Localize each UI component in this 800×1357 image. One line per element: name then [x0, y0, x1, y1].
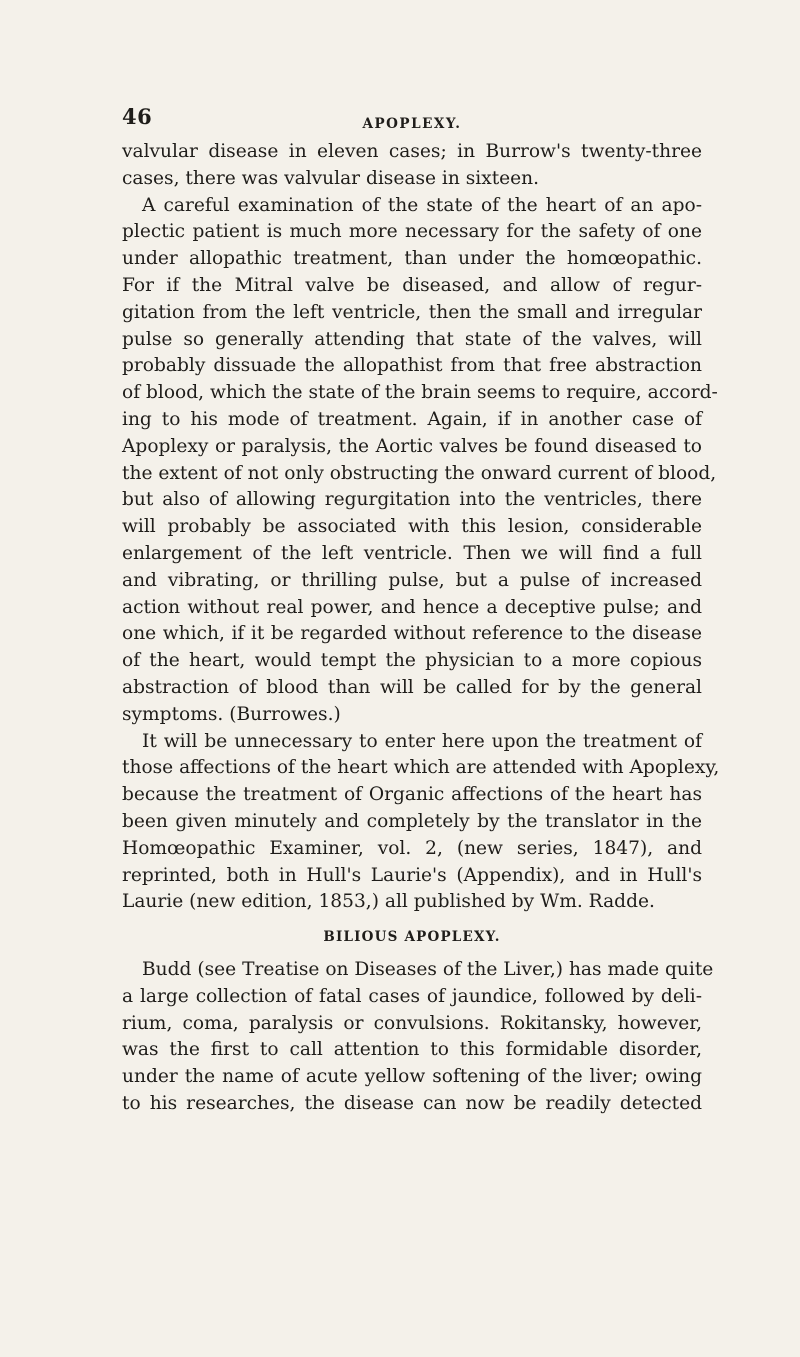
text-line: Apoplexy or paralysis, the Aortic valves be found diseased to — [122, 435, 702, 457]
text-line: will probably be associated with this lesion, considerable — [122, 516, 702, 538]
text-line: been given minutely and completely by the translator in the — [122, 810, 702, 832]
text-line: probably dissuade the allopathist from that free abstraction — [122, 355, 702, 377]
text-line: a large collection of fatal cases of jaundice, followed by deli- — [122, 985, 702, 1007]
section-heading: BILIOUS APOPLEXY. — [323, 929, 501, 946]
text-line: those affections of the heart which are attended with Apoplexy, — [122, 757, 720, 779]
text-line: action without real power, and hence a deceptive pulse; and — [122, 596, 702, 618]
page-number: 46 — [122, 104, 153, 129]
text-line: was the first to call attention to this formidable disorder, — [122, 1039, 702, 1061]
text-line: because the treatment of Organic affections of the heart has — [122, 784, 702, 806]
page-header — [122, 104, 702, 134]
text-line: symptoms. (Burrowes.) — [122, 703, 341, 725]
paragraph-continued — [122, 139, 702, 193]
text-line: For if the Mitral valve be diseased, and allow of regur- — [122, 274, 702, 296]
text-line: but also of allowing regurgitation into the ventricles, there — [122, 489, 702, 511]
text-line: valvular disease in eleven cases; in Burrow's twenty-three — [122, 141, 702, 162]
text-line: under allopathic treatment, than under the homœopathic. — [122, 248, 702, 270]
body-text — [122, 139, 720, 1118]
paragraph-heart-examination — [122, 193, 718, 729]
text-line: Budd (see Treatise on Diseases of the Liver,) has made quite — [142, 958, 714, 980]
paragraph-treatment-note — [122, 729, 720, 917]
text-line: gitation from the left ventricle, then the small and irregular — [122, 301, 702, 323]
text-line: of the heart, would tempt the physician to a more copious — [122, 650, 702, 672]
text-line: pulse so generally attending that state of the valves, will — [122, 328, 702, 350]
text-line: abstraction of blood than will be called for by the general — [122, 676, 702, 698]
text-line: Homœopathic Examiner, vol. 2, (new series, 1847), and — [122, 837, 702, 859]
text-line: to his researches, the disease can now be readily detected — [122, 1092, 702, 1114]
text-line: under the name of acute yellow softening of the liver; owing — [122, 1066, 702, 1088]
text-line: Laurie (new edition, 1853,) all published by Wm. Radde. — [122, 891, 655, 913]
text-line: It will be unnecessary to enter here upon the treatment of — [142, 730, 702, 752]
text-line: reprinted, both in Hull's Laurie's (Appendix), and in Hull's — [122, 864, 702, 886]
text-line: the extent of not only obstructing the onward current of blood, — [122, 462, 717, 484]
text-line: one which, if it be regarded without reference to the disease — [122, 623, 702, 645]
text-line: cases, there was valvular disease in sixteen. — [122, 167, 540, 189]
paragraph-bilious-apoplexy — [122, 957, 714, 1118]
text-line: plectic patient is much more necessary for the safety of one — [122, 221, 702, 243]
text-line: A careful examination of the state of the heart of an apo- — [142, 194, 702, 216]
text-line: rium, coma, paralysis or convulsions. Rokitansky, however, — [122, 1012, 702, 1034]
text-line: and vibrating, or thrilling pulse, but a pulse of increased — [122, 569, 702, 591]
text-line: enlargement of the left ventricle. Then we will find a full — [122, 542, 702, 564]
running-head: APOPLEXY. — [362, 116, 462, 132]
text-line: of blood, which the state of the brain seems to require, accord- — [122, 382, 718, 404]
text-line: ing to his mode of treatment. Again, if in another case of — [122, 408, 702, 430]
